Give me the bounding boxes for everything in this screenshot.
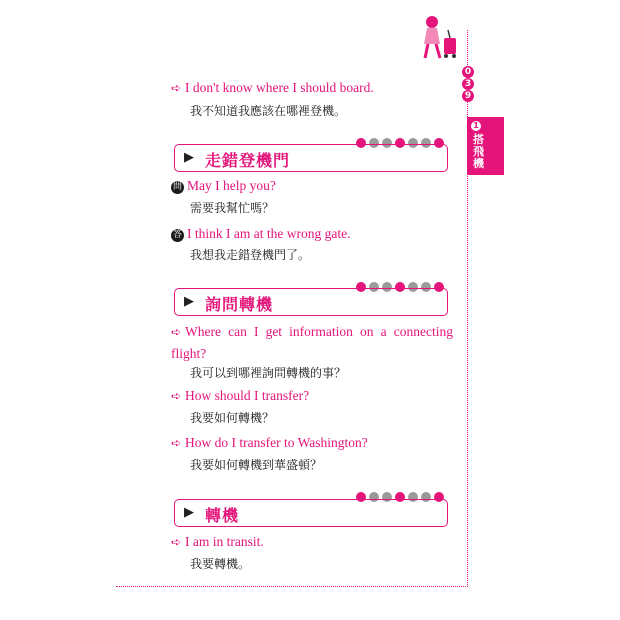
chapter-tab[interactable] [467, 117, 504, 175]
arrow-icon: ➪ [171, 436, 182, 450]
question-marker-icon: 問 [172, 182, 182, 192]
section-header [174, 144, 448, 172]
play-triangle-icon: ▶ [184, 294, 194, 309]
traveler-illustration [410, 14, 470, 62]
phrase-chinese: 我要如何轉機？ [190, 411, 275, 425]
phrase-english: 問 May I help you? [172, 178, 276, 193]
phrase-english: ➪ How should I transfer? [171, 386, 309, 406]
page-number-digit: 9 [462, 90, 474, 102]
section-title: 轉機 [205, 506, 240, 525]
phrase-chinese: 我可以到哪裡詢問轉機的事？ [190, 366, 347, 380]
section-header [174, 288, 448, 316]
section-header [174, 499, 448, 527]
phrase-english: ➪ I don't know where I should board. [171, 78, 374, 98]
arrow-icon: ➪ [171, 81, 182, 95]
section-title: 走錯登機門 [205, 151, 291, 170]
phrase-english: ➪ How do I transfer to Washington? [171, 433, 368, 453]
bottom-dotted-rule [116, 586, 468, 587]
chapter-number: 1 [471, 121, 481, 131]
phrase-chinese: 我要如何轉機到華盛頓？ [190, 458, 323, 472]
play-triangle-icon: ▶ [184, 505, 194, 520]
page-number-digit: 3 [462, 78, 474, 90]
answer-marker-icon: 答 [172, 230, 182, 240]
phrase-chinese: 需要我幫忙嗎？ [190, 201, 275, 215]
phrase-english: ➪ I am in transit. [171, 532, 264, 552]
chapter-label: 搭飛機 [473, 133, 484, 170]
phrase-chinese: 我要轉機。 [190, 557, 251, 571]
phrase-chinese: 我不知道我應該在哪裡登機。 [190, 104, 347, 118]
section-title: 詢問轉機 [205, 295, 274, 314]
phrase-english: ➪ Where can I get information on a connecting flight? [171, 324, 453, 361]
play-triangle-icon: ▶ [184, 150, 194, 165]
phrase-chinese: 我想我走錯登機門了。 [190, 248, 311, 262]
page-number-digit: 0 [462, 66, 474, 78]
arrow-icon: ➪ [171, 325, 182, 339]
arrow-icon: ➪ [171, 535, 182, 549]
phrase-english: 答 I think I am at the wrong gate. [172, 226, 351, 241]
vertical-dotted-rule [467, 30, 468, 585]
arrow-icon: ➪ [171, 389, 182, 403]
